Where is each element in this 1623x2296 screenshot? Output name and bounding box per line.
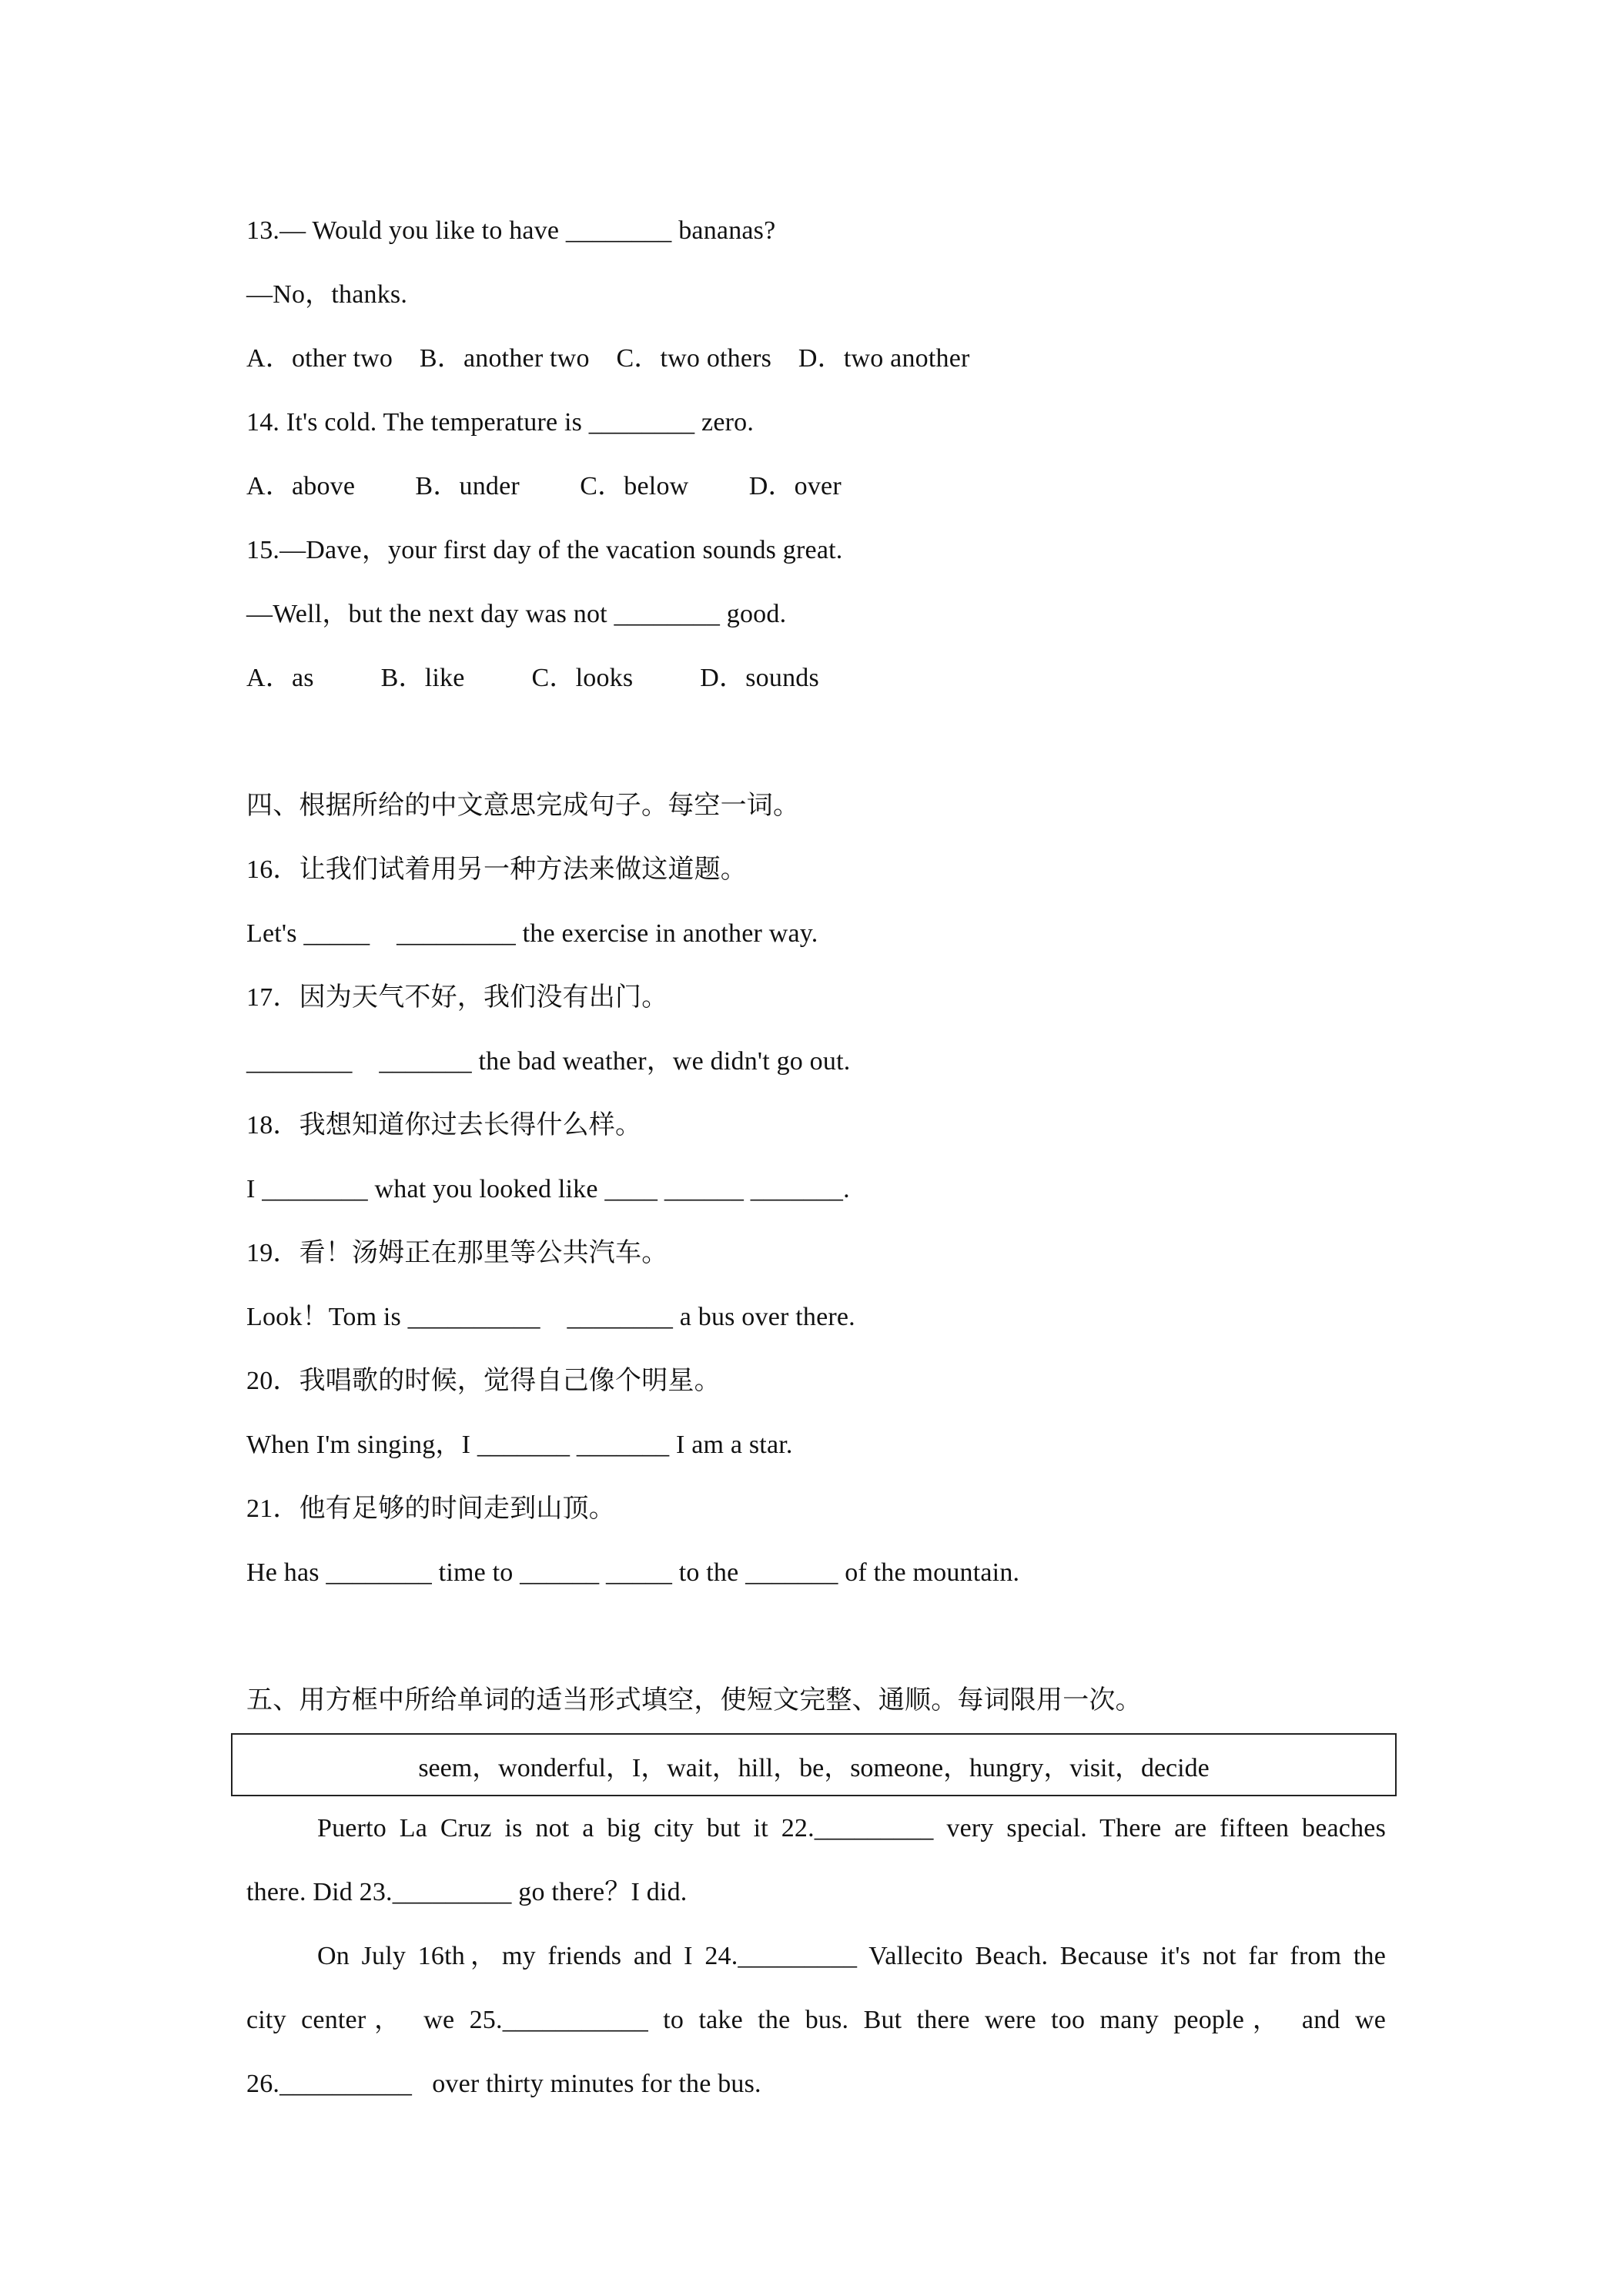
passage-line-4: city center， we 25.___________ to take the bus. But there were too many people， and we: [246, 2006, 1386, 2034]
q13-stem: 13.— Would you like to have ________ bananas?: [246, 216, 776, 245]
q15-answer: —Well，but the next day was not ________ good.: [246, 600, 787, 628]
q13-options: A．other two B．another two C．two others D．two another: [246, 344, 970, 373]
q13-answer: —No，thanks.: [246, 280, 408, 309]
q21-chinese: 21．他有足够的时间走到山顶。: [246, 1494, 615, 1523]
word-bank-text: seem，wonderful，I，wait，hill，be，someone，hungry，visit，decide: [418, 1753, 1210, 1782]
passage-line-2: there. Did 23._________ go there？I did.: [246, 1878, 688, 1906]
passage-line-3: On July 16th，my friends and I 24._________ Vallecito Beach. Because it's not far from the: [317, 1942, 1386, 1970]
section-4-title: 四、根据所给的中文意思完成句子。每空一词。: [246, 792, 800, 820]
word-bank-box: [231, 1733, 1397, 1796]
q18-chinese: 18．我想知道你过去长得什么样。: [246, 1111, 642, 1140]
q18-english: I ________ what you looked like ____ ______ _______.: [246, 1175, 850, 1203]
q17-chinese: 17．因为天气不好，我们没有出门。: [246, 983, 668, 1012]
q14-stem: 14. It's cold. The temperature is ________ zero.: [246, 408, 755, 437]
section-5-title: 五、用方框中所给单词的适当形式填空，使短文完整、通顺。每词限用一次。: [246, 1686, 1142, 1715]
q15-stem: 15.—Dave，your first day of the vacation sounds great.: [246, 536, 843, 564]
passage-line-5: 26.__________ over thirty minutes for the bus.: [246, 2070, 761, 2098]
passage-line-1: Puerto La Cruz is not a big city but it 22._________ very special. There are fifteen beaches: [317, 1814, 1386, 1842]
q20-chinese: 20．我唱歌的时候，觉得自己像个明星。: [246, 1367, 721, 1395]
q16-chinese: 16．让我们试着用另一种方法来做这道题。: [246, 855, 747, 884]
q20-english: When I'm singing，I _______ _______ I am a star.: [246, 1431, 793, 1459]
q15-options: A．as B．like C．looks D．sounds: [246, 664, 819, 692]
q16-english: Let's _____ _________ the exercise in another way.: [246, 919, 818, 948]
q21-english: He has ________ time to ______ _____ to the _______ of the mountain.: [246, 1558, 1020, 1587]
q17-english: ________ _______ the bad weather，we didn't go out.: [246, 1047, 851, 1076]
q14-options: A．above B．under C．below D．over: [246, 472, 842, 500]
q19-chinese: 19．看！汤姆正在那里等公共汽车。: [246, 1239, 668, 1267]
q19-english: Look！Tom is __________ ________ a bus over there.: [246, 1303, 855, 1331]
